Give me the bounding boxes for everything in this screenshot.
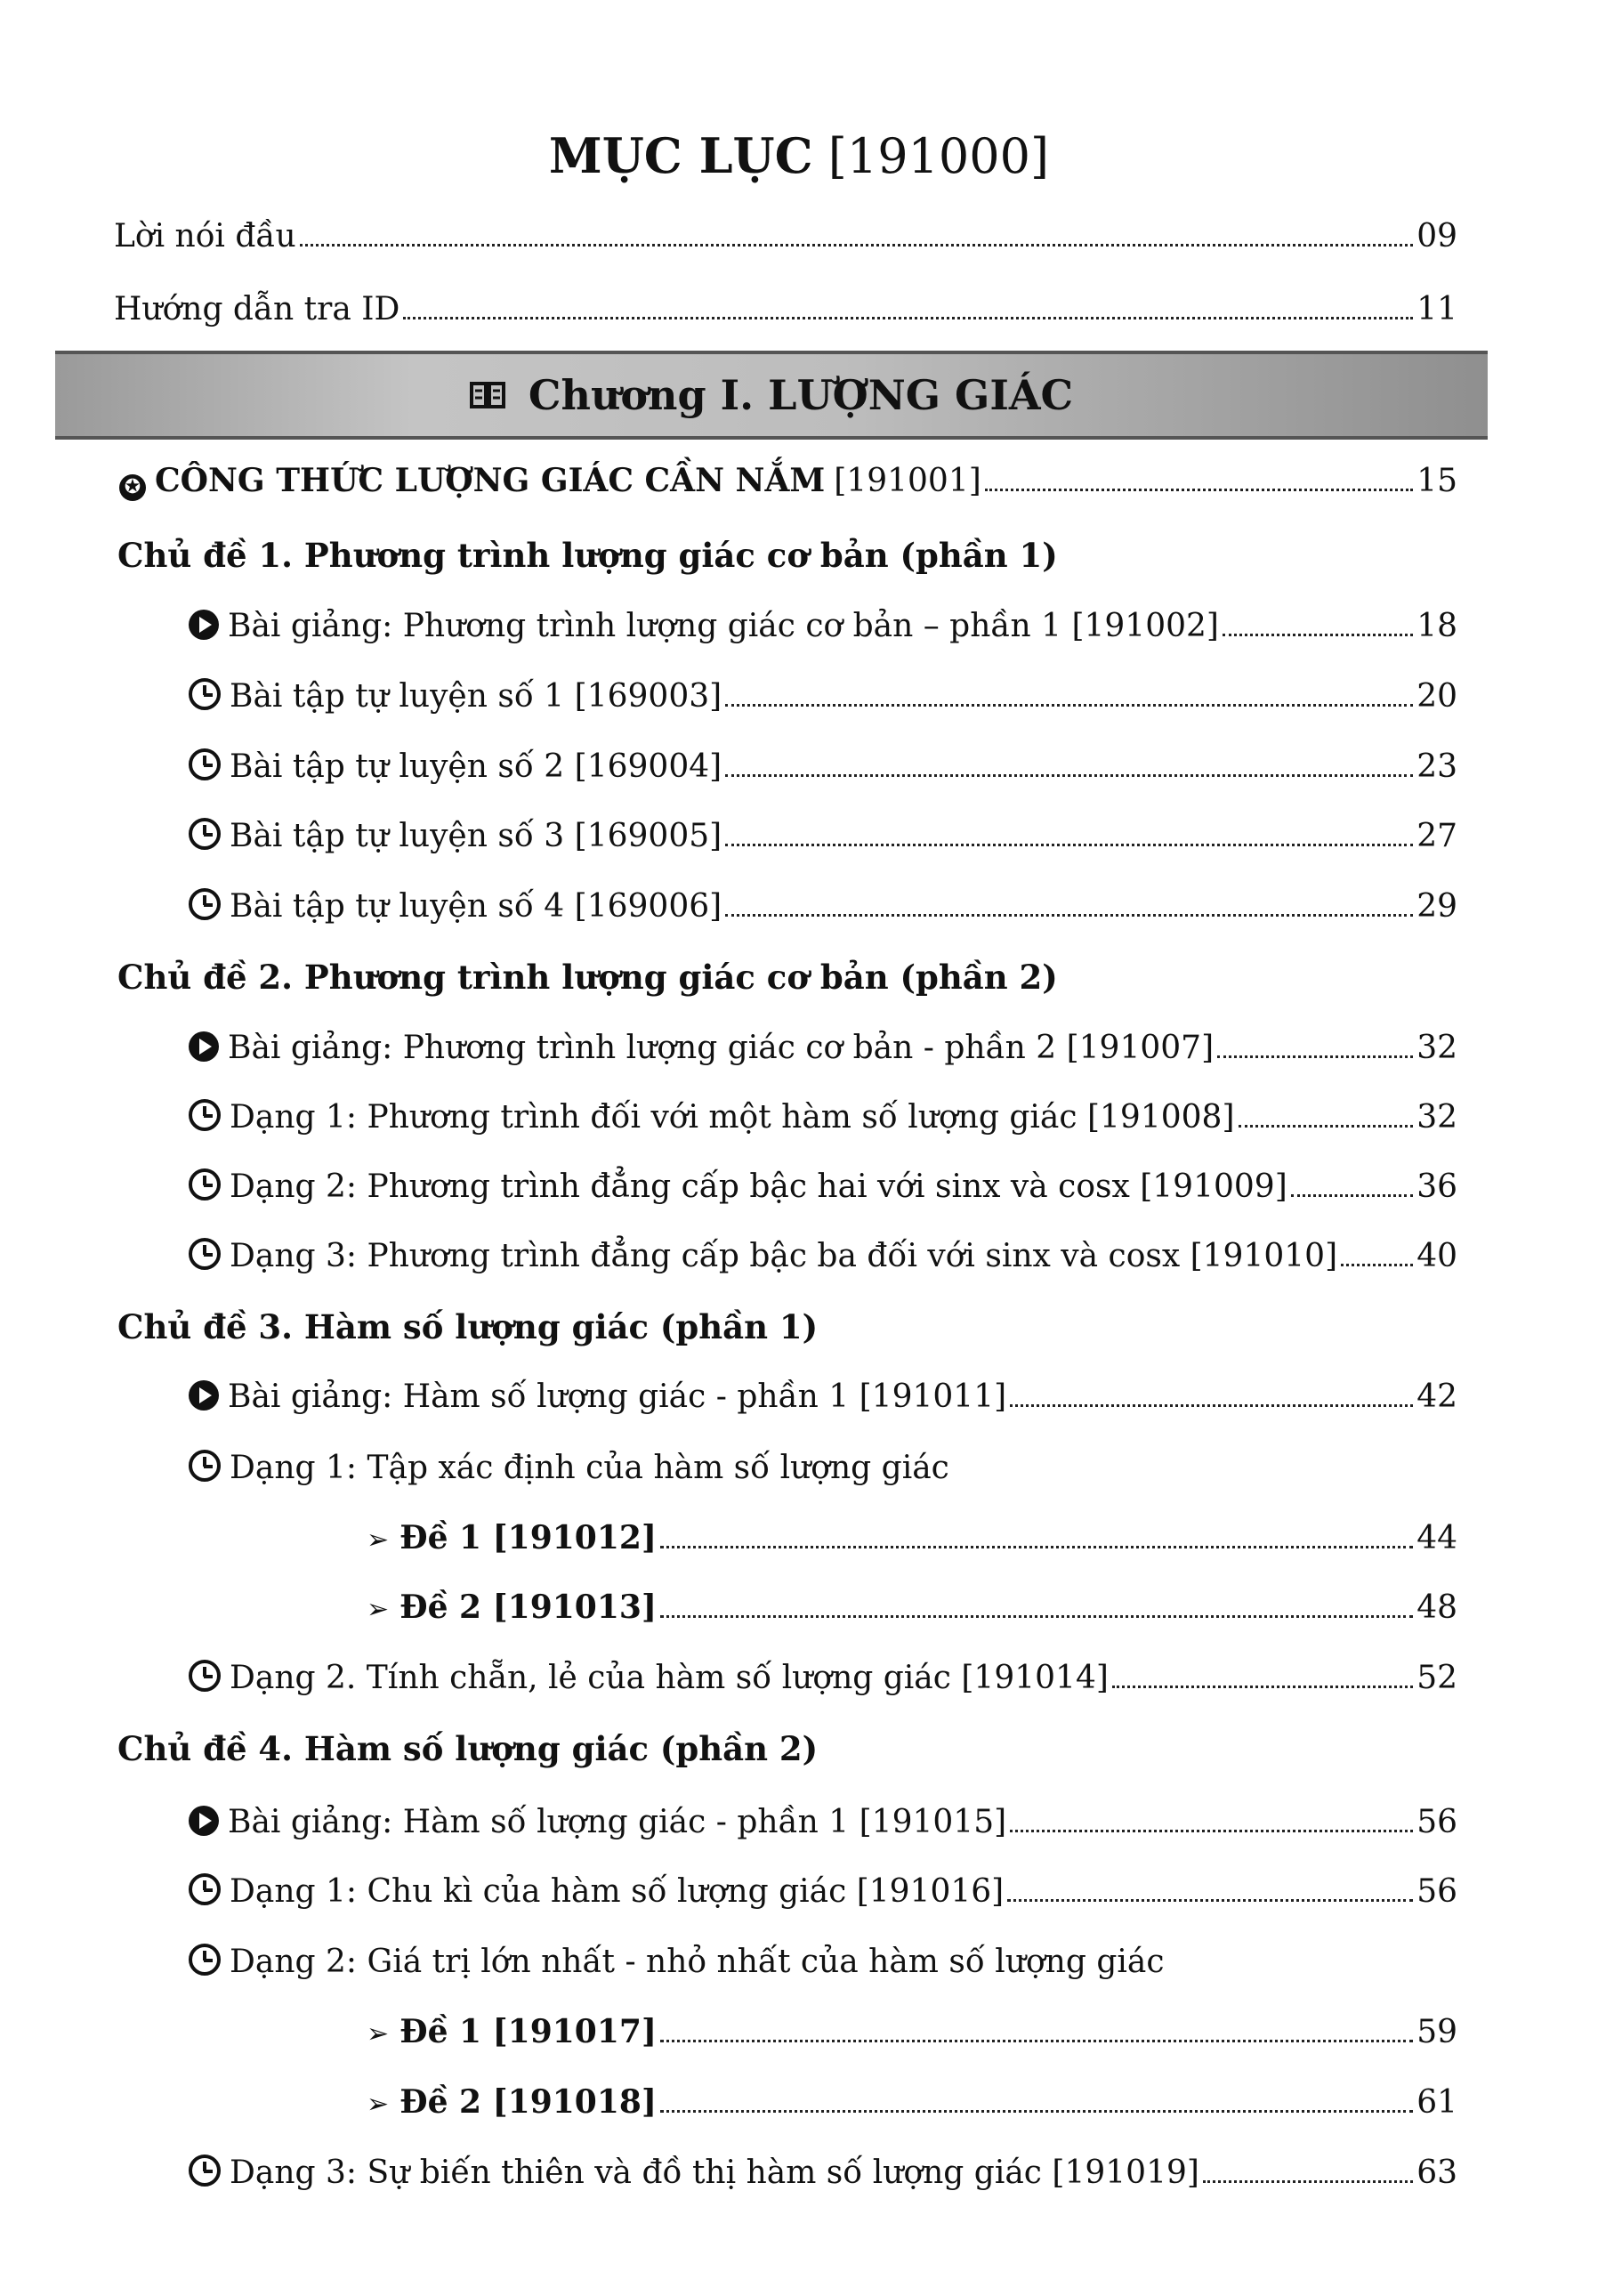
toc-row-intro[interactable] [114, 214, 1457, 258]
page-number: 23 [1416, 748, 1457, 785]
page-number: 40 [1416, 1238, 1457, 1274]
arrow-icon: ➢ [367, 2018, 390, 2049]
leader-dots [725, 674, 1413, 707]
page-number: 32 [1416, 1099, 1457, 1136]
page-number: 15 [1416, 463, 1457, 499]
toc-row[interactable] [189, 1869, 1457, 1913]
title-id: [191000] [827, 128, 1050, 184]
clock-icon [189, 1873, 221, 1905]
page-number: 63 [1416, 2155, 1457, 2191]
toc-label: Bài giảng: Hàm số lượng giác - phần 1 [191011] [228, 1378, 1007, 1415]
toc-label: Dạng 2: Phương trình đẳng cấp bậc hai với sinx và cosx [191009] [230, 1168, 1287, 1205]
page-number: 11 [1416, 291, 1457, 327]
toc-row-id-guide[interactable] [114, 287, 1457, 331]
toc-row[interactable] [189, 1374, 1457, 1419]
chapter-banner [55, 351, 1488, 440]
play-icon [189, 1031, 219, 1062]
toc-label: Bài tập tự luyện số 2 [169004] [230, 748, 722, 785]
toc-label: Dạng 1: Tập xác định của hàm số lượng giác [230, 1450, 949, 1486]
chapter-title: Chương I. LƯỢNG GIÁC [528, 371, 1074, 419]
play-icon [189, 1806, 219, 1836]
leader-dots [660, 1585, 1413, 1618]
page-title [0, 125, 1598, 188]
leader-dots [1291, 1164, 1413, 1197]
toc-row[interactable] [189, 1233, 1457, 1278]
toc-label: Đề 2 [191018] [400, 2083, 657, 2121]
toc-label: Bài tập tự luyện số 3 [169005] [230, 818, 722, 854]
page-number: 18 [1416, 608, 1457, 644]
toc-label: Đề 1 [191012] [400, 1519, 657, 1556]
page-number: 09 [1416, 218, 1457, 255]
clock-icon [189, 2155, 221, 2187]
toc-row[interactable] [189, 813, 1457, 858]
toc-label: Bài giảng: Phương trình lượng giác cơ bản – phần 1 [191002] [228, 608, 1219, 644]
toc-label: Dạng 2. Tính chẵn, lẻ của hàm số lượng giác [191014] [230, 1660, 1109, 1696]
leader-dots [1010, 1799, 1413, 1832]
toc-row-subheading[interactable] [189, 1446, 1457, 1491]
toc-label: Hướng dẫn tra ID [114, 291, 400, 327]
leader-dots [1007, 1869, 1413, 1902]
toc-row[interactable] [367, 1585, 1457, 1629]
toc-row[interactable] [189, 2150, 1457, 2195]
page-number: 59 [1416, 2014, 1457, 2050]
leader-dots [725, 813, 1413, 846]
play-icon [189, 610, 219, 640]
clock-icon [189, 818, 221, 850]
toc-row[interactable] [367, 2080, 1457, 2124]
star-icon: ✪ [119, 474, 146, 501]
toc-row[interactable] [189, 1025, 1457, 1070]
topic-heading[interactable]: Chủ đề 2. Phương trình lượng giác cơ bản (phần 2) [117, 958, 1058, 997]
leader-dots [1112, 1655, 1413, 1688]
title-main: MỤC LỤC [548, 127, 813, 184]
leader-dots [660, 2009, 1413, 2042]
page-number: 56 [1416, 1873, 1457, 1910]
page-number: 27 [1416, 818, 1457, 854]
leader-dots [660, 2080, 1413, 2113]
toc-row-subheading[interactable] [189, 1940, 1457, 1985]
toc-label: Dạng 2: Giá trị lớn nhất - nhỏ nhất của hàm số lượng giác [230, 1944, 1165, 1980]
page-number: 48 [1416, 1589, 1457, 1626]
page-number: 44 [1416, 1520, 1457, 1556]
play-icon [189, 1380, 219, 1411]
toc-label: Dạng 1: Phương trình đối với một hàm số lượng giác [191008] [230, 1099, 1235, 1136]
toc-row[interactable] [189, 1799, 1457, 1844]
toc-row[interactable] [367, 2009, 1457, 2054]
toc-row[interactable] [189, 884, 1457, 928]
book-icon [470, 380, 505, 410]
page-number: 36 [1416, 1168, 1457, 1205]
clock-icon [189, 1450, 221, 1482]
leader-dots [1223, 603, 1413, 636]
page-number: 20 [1416, 678, 1457, 715]
toc-label: Dạng 3: Sự biến thiên và đồ thị hàm số lượng giác [191019] [230, 2155, 1199, 2191]
clock-icon [189, 748, 221, 780]
page-number: 52 [1416, 1660, 1457, 1696]
toc-row[interactable] [189, 744, 1457, 788]
leader-dots [725, 744, 1413, 777]
leader-dots [1341, 1233, 1413, 1266]
leader-dots [725, 884, 1413, 917]
arrow-icon: ➢ [367, 1524, 390, 1556]
toc-label: Đề 1 [191017] [400, 2013, 657, 2050]
toc-label: Bài giảng: Phương trình lượng giác cơ bản - phần 2 [191007] [228, 1030, 1215, 1066]
leader-dots [300, 214, 1414, 247]
clock-icon [189, 1660, 221, 1692]
topic-heading[interactable]: Chủ đề 4. Hàm số lượng giác (phần 2) [117, 1729, 819, 1768]
leader-dots [985, 458, 1413, 491]
clock-icon [189, 1099, 221, 1131]
page-number: 29 [1416, 888, 1457, 925]
page-number: 61 [1416, 2084, 1457, 2121]
leader-dots [1239, 1095, 1414, 1128]
leader-dots [403, 287, 1413, 319]
toc-label: Bài giảng: Hàm số lượng giác - phần 1 [191015] [228, 1804, 1007, 1840]
toc-label: Dạng 1: Chu kì của hàm số lượng giác [191016] [230, 1873, 1005, 1910]
toc-row-formula[interactable] [119, 458, 1457, 503]
leader-dots [1203, 2150, 1413, 2183]
topic-heading[interactable]: Chủ đề 3. Hàm số lượng giác (phần 1) [117, 1307, 819, 1346]
page-number: 32 [1416, 1030, 1457, 1066]
clock-icon [189, 678, 221, 710]
toc-label: CÔNG THỨC LƯỢNG GIÁC CẦN NẮM [155, 462, 826, 499]
clock-icon [189, 1168, 221, 1201]
toc-label: Lời nói đầu [114, 218, 296, 255]
clock-icon [189, 1944, 221, 1976]
topic-heading[interactable]: Chủ đề 1. Phương trình lượng giác cơ bản (phần 1) [117, 536, 1058, 575]
toc-label: Bài tập tự luyện số 4 [169006] [230, 888, 722, 925]
leader-dots [1217, 1025, 1413, 1058]
toc-row[interactable] [189, 1095, 1457, 1139]
toc-id: [191001] [834, 463, 981, 499]
arrow-icon: ➢ [367, 1594, 390, 1625]
toc-row[interactable] [189, 674, 1457, 718]
leader-dots [1010, 1374, 1413, 1407]
toc-row[interactable] [189, 1164, 1457, 1209]
toc-row[interactable] [189, 1655, 1457, 1700]
toc-label: Dạng 3: Phương trình đẳng cấp bậc ba đối với sinx và cosx [191010] [230, 1238, 1338, 1274]
clock-icon [189, 1238, 221, 1270]
page-number: 42 [1416, 1378, 1457, 1415]
clock-icon [189, 888, 221, 920]
toc-label: Bài tập tự luyện số 1 [169003] [230, 678, 722, 715]
page-number: 56 [1416, 1804, 1457, 1840]
leader-dots [660, 1516, 1413, 1548]
toc-row[interactable] [189, 603, 1457, 648]
toc-label: Đề 2 [191013] [400, 1589, 657, 1626]
arrow-icon: ➢ [367, 2089, 390, 2120]
toc-row[interactable] [367, 1516, 1457, 1560]
